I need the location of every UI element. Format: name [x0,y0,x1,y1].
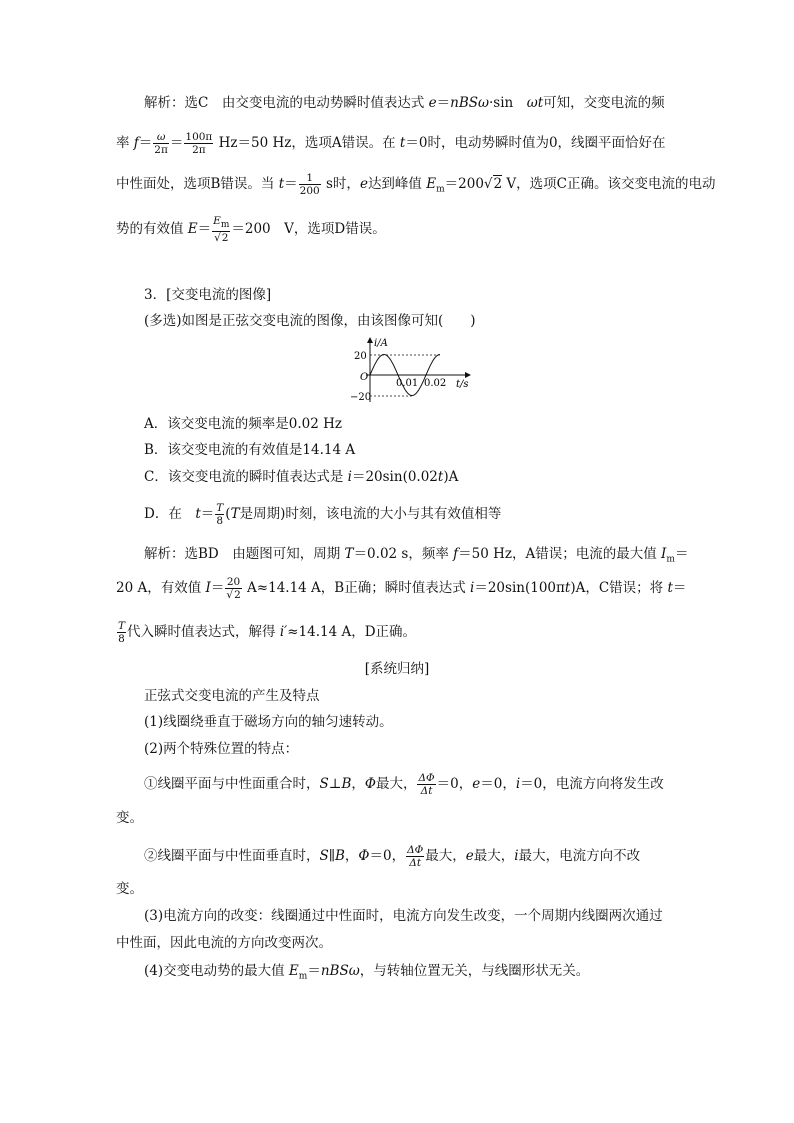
q3-analysis-line-1: 解析：选BD 由题图可知，周期 T＝0.02 s，频率 f＝50 Hz，A错误；电流的最大值 $I_m=$ [144,546,689,565]
summary-point-3: ①线圈平面与中性面重合时，S⊥B，Φ最大， $\frac{\Delta\Phi}{\Delta t}$ ＝0，e＝0，i＝0，电流方向将发生改 [144,772,664,797]
summary-point-4: ②线圈平面与中性面垂直时，S∥B，Φ＝0， $\frac{\Delta\Phi}{\Delta t}$ 最大，e最大，i最大，电流方向不改 [144,844,641,869]
summary-title: [系统归纳] [364,661,430,677]
q2-analysis-line-2: 率 f＝ $\frac{\omega}{2\pi}$ ＝ $\frac{100\pi}{2\pi}$ Hz＝50 Hz，选项A错误。在 t＝0时，电动势瞬时值为0，线圈平面恰好在 [116,131,666,156]
fraction: $\frac{\omega}{2\pi}$ [154,131,168,156]
fraction: $\frac{E_m}{√2}$ [213,214,230,245]
question-3-header: 3．[交变电流的图像] [144,287,272,303]
summary-point-1: (1)线圈绕垂直于磁场方向的轴匀速转动。 [144,714,393,730]
fraction: $\frac{\Delta\Phi}{\Delta t}$ [407,844,424,869]
question-3-stem: (多选)如图是正弦交变电流的图像，由该图像可知( ) [144,313,476,329]
option-b: B．该交变电流的有效值是14.14 A [144,442,356,458]
option-a: A．该交变电流的频率是0.02 Hz [144,416,342,432]
fraction: $\frac{1}{200}$ [299,172,320,197]
y-tick-label: −20 [350,392,372,403]
option-d: D．在 t＝ $\frac{T}{8}$ (T是周期)时刻，该电流的大小与其有效值相等 [144,502,502,527]
q3-analysis-line-3: $\frac{T}{8}$ 代入瞬时值表达式，解得 i′≈14.14 A，D正确。 [118,620,417,645]
q2-analysis-line-1: 解析：选C 由交变电流的电动势瞬时值表达式 e＝nBSω·sin ωt可知，交变电流的频 [144,95,665,111]
q3-analysis-line-2: 20 A，有效值 I＝ $\frac{20}{√2}$ A≈14.14 A，B正确；瞬时值表达式 i＝20sin(100πt)A，C错误；将 t＝ [116,576,687,601]
sine-current-chart [340,334,480,404]
fraction: $\frac{T}{8}$ [216,502,224,527]
summary-point-2: (2)两个特殊位置的特点： [144,741,299,757]
fraction: $\frac{\Delta\Phi}{\Delta t}$ [418,772,435,797]
summary-point-3-cont: 变。 [116,810,143,826]
summary-point-5-cont: 中性面，因此电流的方向改变两次。 [116,935,332,951]
summary-point-6: (4)交变电动势的最大值 $E_m=nBS\omega$，与转轴位置无关，与线圈形状无关。 [144,963,590,982]
fraction: $\frac{20}{√2}$ [226,576,241,601]
q2-analysis-line-3: 中性面处，选项B错误。当 t＝ $\frac{1}{200}$ s时，e达到峰值 $E_m=200√2$ V，选项C正确。该交变电流的电动 [116,172,716,197]
fraction: $\frac{T}{8}$ [118,620,126,645]
x-tick-label: 0.02 [424,378,447,389]
fraction: $\frac{100\pi}{2\pi}$ [185,131,213,156]
option-c: C．该交变电流的瞬时值表达式是 i＝20sin(0.02t)A [144,469,459,485]
summary-heading: 正弦式交变电流的产生及特点 [144,688,320,704]
x-tick-label: 0.01 [396,378,419,389]
summary-point-5: (3)电流方向的改变：线圈通过中性面时，电流方向发生改变，一个周期内线圈两次通过 [144,908,663,924]
y-tick-label: 20 [354,351,367,362]
x-axis-label: t/s [456,379,469,390]
y-axis-label: i/A [374,338,388,349]
summary-point-4-cont: 变。 [116,881,143,897]
q2-analysis-line-4: 势的有效值 E＝ $\frac{E_m}{√2}$ ＝200 V，选项D错误。 [116,214,386,245]
origin-label: O [360,372,369,383]
